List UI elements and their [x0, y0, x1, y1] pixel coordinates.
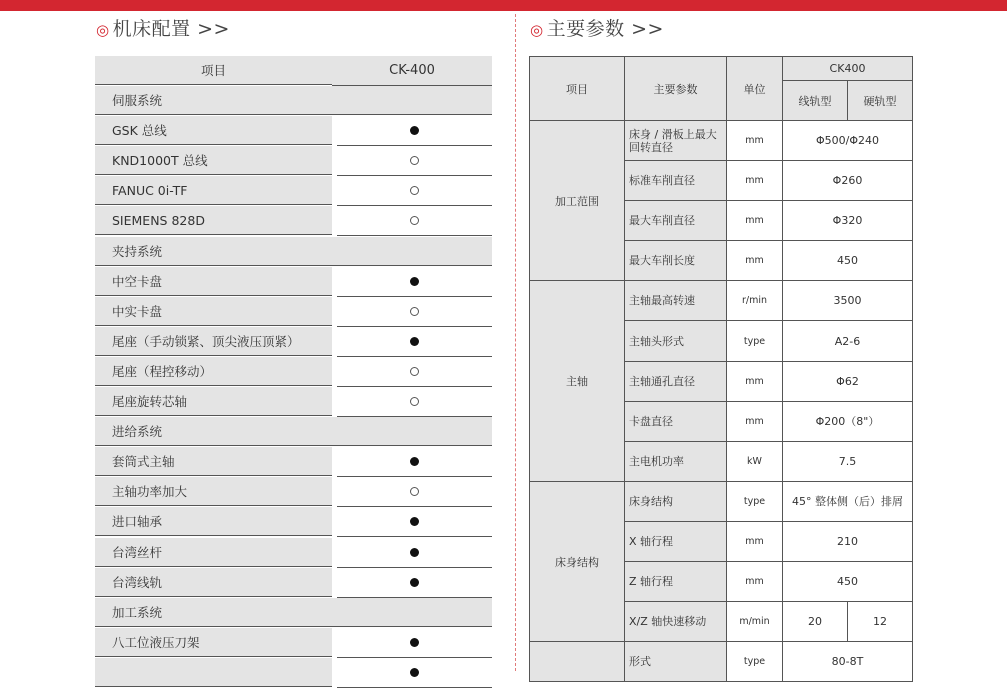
params-param-name: 主轴通孔直径 [625, 361, 727, 401]
params-param-name: 主轴头形式 [625, 321, 727, 361]
params-title-text: 主要参数 >> [546, 18, 664, 40]
config-item-row [95, 507, 497, 537]
config-item-value [337, 116, 492, 146]
params-unit: kW [727, 441, 783, 481]
params-value: Φ320 [783, 201, 913, 241]
params-value: 450 [783, 241, 913, 281]
config-item-value [337, 327, 492, 357]
config-item-value [337, 507, 492, 537]
params-param-name: 最大车削直径 [625, 201, 727, 241]
config-item-row [95, 447, 497, 477]
params-header-item: 项目 [530, 57, 625, 121]
params-value: 45° 整体侧（后）排屑 [783, 481, 913, 521]
config-header-item: 项目 [95, 56, 332, 85]
config-item-name [95, 658, 332, 687]
config-item-name: 尾座（程控移动） [95, 357, 332, 386]
config-item-name: 尾座（手动锁紧、顶尖液压顶紧） [95, 327, 332, 356]
params-value: A2-6 [783, 321, 913, 361]
params-unit: mm [727, 361, 783, 401]
config-item-row [95, 267, 497, 297]
config-item-name: GSK 总线 [95, 116, 332, 145]
optional-empty-circle-icon [410, 216, 419, 225]
optional-empty-circle-icon [410, 487, 419, 496]
section-divider [515, 14, 516, 671]
params-unit: mm [727, 121, 783, 161]
params-unit: mm [727, 241, 783, 281]
params-section-title [530, 14, 664, 41]
params-value: 3500 [783, 281, 913, 321]
standard-filled-circle-icon [410, 277, 419, 286]
config-category-name: 进给系统 [95, 417, 492, 446]
config-item-name: 台湾丝杆 [95, 538, 332, 567]
params-param-name: 形式 [625, 642, 727, 682]
config-item-row [95, 327, 497, 357]
config-item-name: 台湾线轨 [95, 568, 332, 597]
params-table [529, 56, 913, 682]
params-unit: type [727, 321, 783, 361]
standard-filled-circle-icon [410, 578, 419, 587]
config-item-row [95, 206, 497, 236]
params-unit: type [727, 481, 783, 521]
config-item-value [337, 206, 492, 236]
config-item-value [337, 628, 492, 658]
config-item-row [95, 628, 497, 658]
params-header-hard: 硬轨型 [848, 81, 913, 121]
params-value: 450 [783, 562, 913, 602]
config-item-value [337, 146, 492, 176]
config-item-value [337, 658, 492, 688]
params-unit: r/min [727, 281, 783, 321]
config-item-row [95, 116, 497, 146]
config-category-row [95, 86, 497, 116]
params-param-name: Z 轴行程 [625, 562, 727, 602]
standard-filled-circle-icon [410, 668, 419, 677]
params-header-unit: 单位 [727, 57, 783, 121]
config-item-name: 中空卡盘 [95, 267, 332, 296]
config-item-name: KND1000T 总线 [95, 146, 332, 175]
params-unit: mm [727, 562, 783, 602]
config-category-name: 伺服系统 [95, 86, 492, 115]
params-value: Φ500/Φ240 [783, 121, 913, 161]
optional-empty-circle-icon [410, 186, 419, 195]
params-group-name [530, 642, 625, 682]
params-param-name: X/Z 轴快速移动 [625, 602, 727, 642]
params-unit: m/min [727, 602, 783, 642]
params-param-name: 标准车削直径 [625, 161, 727, 201]
standard-filled-circle-icon [410, 126, 419, 135]
standard-filled-circle-icon [410, 337, 419, 346]
config-category-row [95, 237, 497, 267]
config-item-row [95, 658, 497, 688]
config-category-row [95, 598, 497, 628]
params-group-name: 加工范围 [530, 121, 625, 281]
config-item-name: 套筒式主轴 [95, 447, 332, 476]
params-value: Φ62 [783, 361, 913, 401]
params-param-name: 主轴最高转速 [625, 281, 727, 321]
optional-empty-circle-icon [410, 367, 419, 376]
params-header-param: 主要参数 [625, 57, 727, 121]
params-unit: mm [727, 161, 783, 201]
config-item-value [337, 387, 492, 417]
params-param-name: 主电机功率 [625, 441, 727, 481]
optional-empty-circle-icon [410, 397, 419, 406]
params-header-linear: 线轨型 [783, 81, 848, 121]
config-item-row [95, 297, 497, 327]
params-unit: mm [727, 401, 783, 441]
config-section-title [96, 14, 230, 41]
standard-filled-circle-icon [410, 548, 419, 557]
params-row [530, 481, 913, 521]
config-item-row [95, 357, 497, 387]
config-item-name: 主轴功率加大 [95, 477, 332, 506]
config-item-value [337, 538, 492, 568]
config-item-name: 进口轴承 [95, 507, 332, 536]
config-item-row [95, 538, 497, 568]
optional-empty-circle-icon [410, 156, 419, 165]
params-unit: mm [727, 521, 783, 561]
params-row [530, 642, 913, 682]
config-item-value [337, 297, 492, 327]
config-item-value [337, 357, 492, 387]
params-unit: mm [727, 201, 783, 241]
params-row [530, 121, 913, 161]
params-value: 80-8T [783, 642, 913, 682]
params-value: Φ260 [783, 161, 913, 201]
config-item-name: 八工位液压刀架 [95, 628, 332, 657]
config-item-row [95, 387, 497, 417]
config-item-value [337, 447, 492, 477]
params-value: Φ200（8"） [783, 401, 913, 441]
params-param-name: X 轴行程 [625, 521, 727, 561]
config-item-name: 中实卡盘 [95, 297, 332, 326]
config-header-row [95, 56, 497, 86]
config-item-name: FANUC 0i-TF [95, 176, 332, 205]
config-table [95, 56, 497, 688]
params-header-model: CK400 [783, 57, 913, 81]
config-item-name: SIEMENS 828D [95, 206, 332, 235]
config-item-row [95, 477, 497, 507]
config-category-name: 夹持系统 [95, 237, 492, 266]
params-param-name: 卡盘直径 [625, 401, 727, 441]
config-item-row [95, 146, 497, 176]
params-row [530, 281, 913, 321]
optional-empty-circle-icon [410, 307, 419, 316]
config-item-name: 尾座旋转芯轴 [95, 387, 332, 416]
params-group-name: 主轴 [530, 281, 625, 481]
params-param-name: 最大车削长度 [625, 241, 727, 281]
standard-filled-circle-icon [410, 457, 419, 466]
config-item-value [337, 477, 492, 507]
config-item-value [337, 176, 492, 206]
config-category-name: 加工系统 [95, 598, 492, 627]
circle-mark-icon: ◎ [530, 21, 544, 39]
params-value: 7.5 [783, 441, 913, 481]
standard-filled-circle-icon [410, 638, 419, 647]
config-item-value [337, 267, 492, 297]
params-value-linear: 20 [783, 602, 848, 642]
params-group-name: 床身结构 [530, 481, 625, 641]
params-unit: type [727, 642, 783, 682]
config-item-value [337, 568, 492, 598]
standard-filled-circle-icon [410, 517, 419, 526]
params-value: 210 [783, 521, 913, 561]
config-category-row [95, 417, 497, 447]
config-item-row [95, 176, 497, 206]
config-title-text: 机床配置 >> [112, 18, 230, 40]
config-header-model: CK-400 [332, 56, 492, 86]
params-value-hard: 12 [848, 602, 913, 642]
params-param-name: 床身结构 [625, 481, 727, 521]
circle-mark-icon: ◎ [96, 21, 110, 39]
config-item-row [95, 568, 497, 598]
top-accent-bar [0, 0, 1007, 11]
params-param-name: 床身 / 滑板上最大回转直径 [625, 121, 727, 161]
